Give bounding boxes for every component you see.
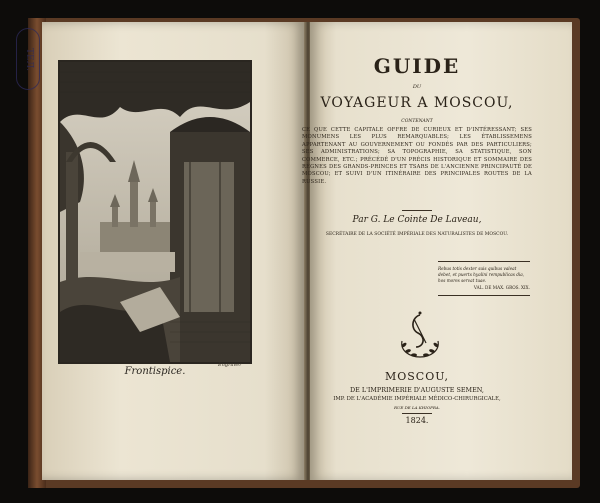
title-main: VOYAGEUR A MOSCOU,: [320, 95, 514, 111]
imprint-city: MOSCOU,: [384, 370, 449, 383]
author-line: Par G. Le Cointe De Laveau,: [352, 215, 482, 225]
epigraph-reference: VAL. DE MAX. GROS. XIX.: [473, 285, 530, 290]
title-page: [290, 4, 544, 462]
library-stamp: ТЕЛ.: [16, 28, 40, 90]
frontispiece-engraving: [58, 60, 252, 364]
title-guide: GUIDE: [373, 54, 461, 78]
epigraph-text: Rebus totis dexter suis quibus valeat debet, et puerts hyalini rempublicas dia, hos mores servat tuae.: [438, 266, 525, 283]
imprint-street: RUE DE LA KHIOPRA.: [394, 405, 440, 410]
imprint-printer: DE L'IMPRIMERIE D'AUGUSTE SEMEN,: [350, 386, 484, 394]
epigraph-top-rule: [438, 261, 530, 262]
year-rule: [402, 413, 432, 414]
imprint-printer-detail: IMP. DE L'ACADÉMIE IMPÉRIALE MÉDICO-CHIRURGICALE,: [333, 396, 501, 402]
frontispiece-caption: Frontispice.: [124, 366, 186, 377]
contenant-label: CONTENANT: [401, 119, 433, 124]
printer-monogram-ornament: [394, 307, 446, 359]
divider-rule: [402, 210, 432, 211]
epigraph: [438, 266, 530, 291]
epigraph-bottom-rule: [438, 295, 530, 296]
frontispiece-illustration: [60, 62, 250, 362]
title-du: DU: [412, 84, 422, 90]
imprint-year: 1824.: [405, 416, 429, 425]
contents-description: CE QUE CETTE CAPITALE OFFRE DE CURIEUX ET D'INTÉRESSANT; SES MONUMENS LES PLUS REMARQUABLES; LES ÉTABLISSEMENS APPARTENANT AU GOUVERNEMENT OU FONDÉS PAR DES PARTICULIERS; SES ADMINISTRATIONS; SA TOPOGRAPHIE, SA STATISTIQUE, SON COMMERCE, ETC.; PRÉCÉDÉ D'UN PRÉCIS HISTORIQUE ET SOMMAIRE DES RÈGNES DES GRANDS-PRINCES ET TSARS DE L'ANCIENNE PRINCIPAUTÉ DE MOSCOU; ET SUIVI D'UN ITINÉRAIRE DES PRINCIPALES ROUTES DE LA RUSSIE.: [302, 127, 532, 185]
engraver-signature: Engraver: [218, 362, 242, 368]
author-title: SECRÉTAIRE DE LA SOCIÉTÉ IMPÉRIALE DES NATURALISTES DE MOSCOU.: [325, 232, 509, 237]
